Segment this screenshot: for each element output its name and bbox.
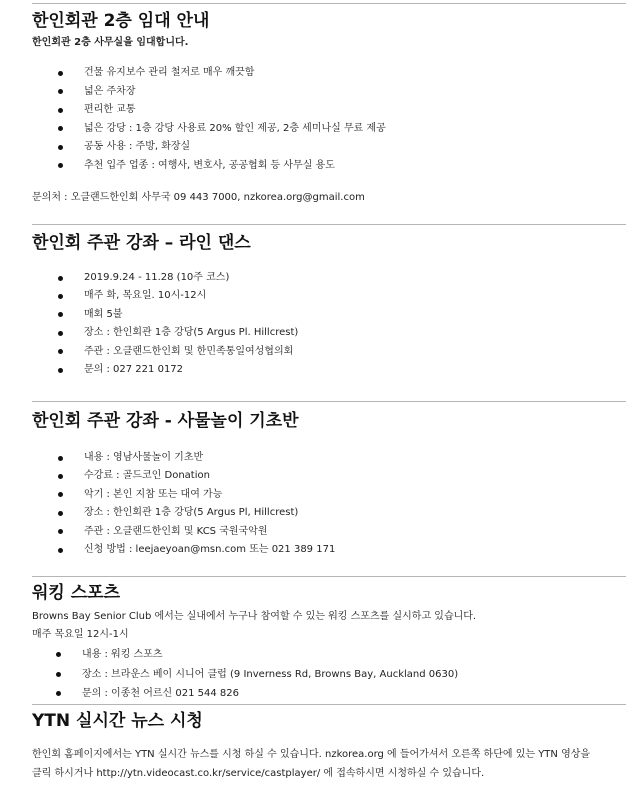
bullet-icon	[58, 331, 63, 336]
contact-info: 문의처 : 오클랜드한인회 사무국 09 443 7000, nzkorea.org@gmail.com	[32, 191, 365, 203]
list-item	[32, 83, 626, 102]
bullet-icon	[58, 126, 63, 131]
intro-text: Browns Bay Senior Club 에서는 실내에서 누구나 참여할 수 있는 워킹 스포츠를 실시하고 있습니다.	[32, 611, 477, 622]
list-item	[32, 120, 626, 139]
list-item-text: 추천 입주 업종 : 여행사, 변호사, 공공협회 등 사무실 용도	[84, 159, 335, 171]
section-hall-rental	[32, 10, 626, 206]
bullet-icon	[58, 294, 63, 299]
bullet-icon	[58, 474, 63, 479]
bullet-icon	[58, 492, 63, 497]
bullet-icon	[58, 108, 63, 113]
list-item-text: 신청 방법 : leejaeyoan@msn.com 또는 021 389 171	[84, 544, 336, 556]
bullet-icon	[58, 511, 63, 516]
list-item-text: 주관 : 오클랜드한인회 및 한민족통일여성협의회	[84, 345, 294, 357]
section-divider	[32, 224, 626, 225]
section-divider	[32, 401, 626, 402]
list-item-text: 내용 : 워킹 스포츠	[82, 649, 163, 660]
bullet-icon	[56, 652, 61, 657]
list-item	[32, 645, 626, 665]
bullet-icon	[58, 368, 63, 373]
list-item-text: 수강료 : 골드코인 Donation	[84, 470, 210, 482]
section-walking-sports	[32, 582, 626, 704]
list-item-text: 문의 : 이종천 어르신 021 544 826	[82, 688, 239, 699]
list-item-text: 2019.9.24 - 11.28 (10주 코스)	[84, 272, 230, 283]
bullet-list	[32, 645, 626, 704]
bullet-icon	[58, 163, 63, 168]
list-item-text: 매주 화, 목요일. 10시-12시	[84, 290, 207, 302]
list-item	[32, 138, 626, 157]
section-ytn-news	[32, 710, 626, 783]
list-item-text: 매회 5불	[84, 308, 123, 320]
section-title: 워킹 스포츠	[32, 583, 121, 603]
list-item	[32, 157, 626, 176]
list-item-text: 장소 : 브라운스 베이 시니어 클럽 (9 Inverness Rd, Browns Bay, Auckland 0630)	[82, 668, 459, 680]
list-item	[32, 504, 626, 522]
section-title: YTN 실시간 뉴스 시청	[32, 711, 203, 731]
bullet-icon	[58, 529, 63, 534]
bullet-list	[32, 64, 626, 176]
list-item	[32, 486, 626, 504]
list-item	[32, 467, 626, 485]
section-divider	[32, 576, 626, 577]
list-item-text: 장소 : 한인회관 1층 강당(5 Argus Pl. Hillcrest)	[84, 327, 299, 339]
list-item	[32, 449, 626, 467]
section-subtitle: 한인회관 2층 사무실을 임대합니다.	[32, 37, 189, 48]
section-divider	[32, 3, 626, 4]
bullet-icon	[58, 145, 63, 150]
bullet-list	[32, 269, 626, 379]
bullet-icon	[58, 71, 63, 76]
body-text: 한인회 홈페이지에서는 YTN 실시간 뉴스를 시청 하실 수 있습니다. nzkorea.org 에 들어가셔서 오른쪽 하단에 있는 YTN 영상을 클릭 하시거나 http://ytn.videocast.co.kr/service/castplayer/ 에 접속하시면 시청하실 수 있습니다.	[32, 749, 591, 779]
list-item	[32, 64, 626, 83]
list-item	[32, 361, 626, 379]
bullet-icon	[58, 89, 63, 94]
section-title: 한인회 주관 강좌 - 사물놀이 기초반	[32, 411, 299, 431]
list-item-text: 주관 : 오클랜드한인회 및 KCS 국원국악원	[84, 525, 268, 537]
bullet-icon	[58, 312, 63, 317]
bullet-icon	[58, 548, 63, 553]
list-item	[32, 306, 626, 324]
list-item	[32, 101, 626, 120]
section-samulnori	[32, 410, 626, 559]
bullet-icon	[56, 672, 61, 677]
section-title: 한인회 주관 강좌 – 라인 댄스	[32, 233, 251, 253]
list-item-text: 넓은 주차장	[84, 85, 136, 97]
list-item-text: 공동 사용 : 주방, 화장실	[84, 141, 191, 153]
list-item	[32, 684, 626, 704]
list-item-text: 편리한 교통	[84, 104, 136, 116]
list-item	[32, 665, 626, 685]
list-item-text: 내용 : 영남사물놀이 기초반	[84, 452, 204, 463]
bullet-list	[32, 449, 626, 559]
list-item-text: 악기 : 본인 지참 또는 대여 가능	[84, 488, 223, 500]
bullet-icon	[58, 349, 63, 354]
section-divider	[32, 704, 626, 705]
list-item-text: 문의 : 027 221 0172	[84, 364, 184, 376]
bullet-icon	[58, 456, 63, 461]
list-item	[32, 324, 626, 342]
list-item-text: 장소 : 한인회관 1층 강당(5 Argus Pl, Hillcrest)	[84, 507, 299, 519]
list-item	[32, 269, 626, 287]
bullet-icon	[56, 691, 61, 696]
section-title: 한인회관 2층 임대 안내	[32, 11, 210, 31]
list-item	[32, 343, 626, 361]
list-item	[32, 523, 626, 541]
bullet-icon	[58, 276, 63, 281]
list-item	[32, 287, 626, 305]
list-item-text: 넓은 강당 : 1층 강당 사용료 20% 할인 제공, 2층 세미나실 무료 제공	[84, 122, 386, 134]
list-item-text: 건물 유지보수 관리 철저로 매우 깨끗함	[84, 67, 255, 78]
section-line-dance	[32, 232, 626, 379]
schedule-text: 매주 목요일 12시-1시	[32, 629, 129, 640]
list-item	[32, 541, 626, 559]
